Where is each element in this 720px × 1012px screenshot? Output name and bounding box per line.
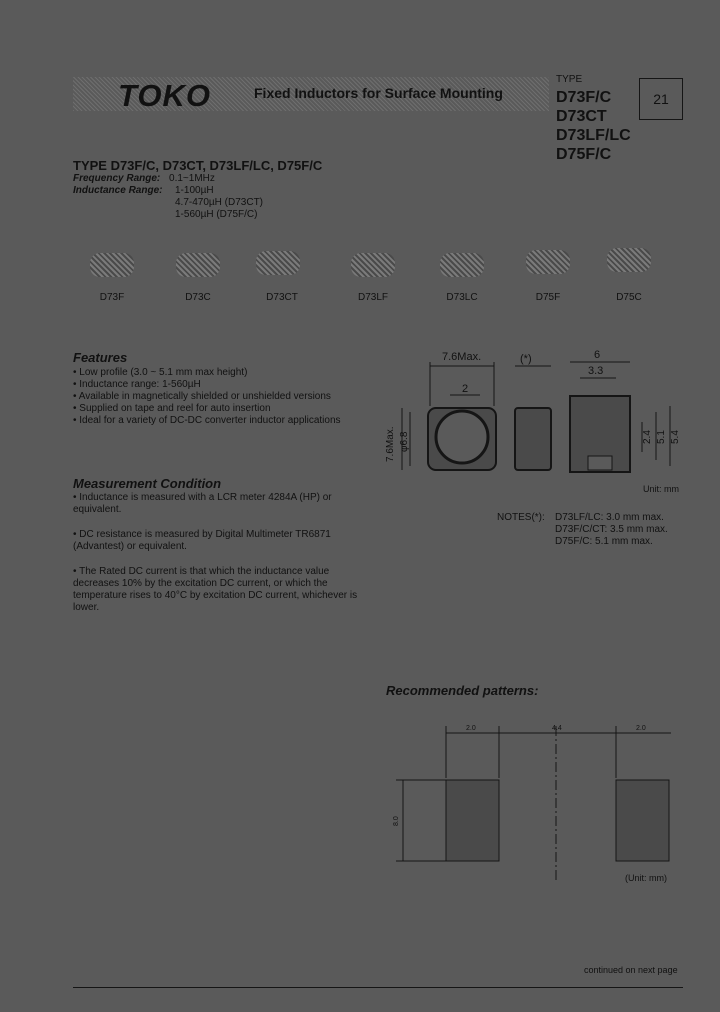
pattern-dim-height: 8.0 bbox=[393, 816, 400, 826]
feature-item: • Ideal for a variety of DC-DC converter inductor applications bbox=[73, 415, 373, 427]
features-title: Features bbox=[73, 350, 128, 365]
footer-rule bbox=[73, 987, 683, 988]
part-image-d73c bbox=[176, 253, 220, 277]
top-view-core bbox=[436, 411, 488, 463]
frequency-value: 0.1~1MHz bbox=[169, 173, 215, 184]
type-model: D73LF/LC bbox=[556, 127, 631, 144]
inductance-value: 4.7-470µH (D73CT) bbox=[175, 197, 264, 208]
width-label: 7.6Max. bbox=[442, 351, 482, 363]
dimension-drawing bbox=[380, 340, 690, 480]
type-label: TYPE bbox=[556, 74, 583, 85]
header-title: Fixed Inductors for Surface Mounting bbox=[254, 85, 503, 101]
measurement-item: • DC resistance is measured by Digital Multimeter TR6871 (Advantest) or equivalent. bbox=[73, 529, 331, 552]
height-label: 7.6Max. bbox=[385, 426, 396, 462]
pattern-drawing bbox=[386, 718, 686, 888]
patterns-title: Recommended patterns: bbox=[386, 683, 539, 698]
frequency-label: Frequency Range: bbox=[73, 173, 161, 184]
pin-label: 2 bbox=[462, 383, 469, 395]
measurement-item: • The Rated DC current is that which the inductance value decreases 10% by the excitation DC current, or which the temperature rises to 40°C by excitation DC current, whichever is lower. bbox=[73, 566, 358, 613]
notes-lines bbox=[555, 512, 668, 548]
feature-item: • Low profile (3.0 ~ 5.1 mm max height) bbox=[73, 367, 373, 379]
part-image-d75c bbox=[607, 248, 651, 272]
part-label: D75C bbox=[616, 292, 642, 303]
brand-logo: TOKO bbox=[118, 78, 211, 113]
part-label: D73LC bbox=[446, 292, 478, 303]
part-image-d73f bbox=[90, 253, 134, 277]
part-image-d73ct bbox=[256, 251, 300, 275]
pattern-dim-mid: 4.4 bbox=[552, 725, 562, 732]
pattern-dim-right: 2.0 bbox=[636, 725, 646, 732]
dimension-unit: Unit: mm bbox=[643, 484, 679, 494]
measurement-text: DC resistance is measured by Digital Multimeter TR6871 (Advantest) or equivalent. bbox=[73, 529, 331, 552]
feature-item: • Inductance range: 1-560µH bbox=[73, 379, 373, 391]
side-h1-label: 2.4 bbox=[642, 430, 653, 444]
note-line: D73F/C/CT: 3.5 mm max. bbox=[555, 524, 668, 535]
note-line: D75F/C: 5.1 mm max. bbox=[555, 536, 653, 547]
type-model: D75F/C bbox=[556, 146, 612, 163]
pattern-pad-left bbox=[446, 780, 499, 861]
measurement-title: Measurement Condition bbox=[73, 476, 222, 491]
bottom-view-pad bbox=[588, 456, 612, 470]
frequency-row bbox=[73, 173, 215, 184]
features-list bbox=[73, 367, 373, 427]
main-title: TYPE D73F/C, D73CT, D73LF/LC, D75F/C bbox=[73, 158, 323, 173]
side-inner-label: 3.3 bbox=[588, 365, 604, 377]
patterns-unit: (Unit: mm) bbox=[625, 873, 667, 883]
note-line: D73LF/LC: 3.0 mm max. bbox=[555, 512, 664, 523]
inductance-row bbox=[73, 185, 162, 196]
type-models bbox=[556, 88, 631, 164]
side-h3-label: 5.4 bbox=[670, 430, 681, 444]
side-width-label: 6 bbox=[594, 349, 601, 361]
pattern-pad-right bbox=[616, 780, 669, 861]
inductance-value: 1-100µH bbox=[175, 185, 214, 196]
type-model: D73CT bbox=[556, 108, 607, 125]
page-number: 21 bbox=[639, 78, 683, 120]
measurement-item: • Inductance is measured with a LCR meter 4284A (HP) or equivalent. bbox=[73, 492, 332, 515]
inductance-value: 1-560µH (D75F/C) bbox=[175, 209, 258, 220]
type-model: D73F/C bbox=[556, 89, 612, 106]
part-label: D73C bbox=[185, 292, 211, 303]
feature-item: • Supplied on tape and reel for auto insertion bbox=[73, 403, 373, 415]
inductance-values bbox=[175, 185, 263, 221]
inductance-label: Inductance Range: bbox=[73, 185, 163, 196]
part-label: D73LF bbox=[357, 292, 388, 303]
measurement-text: The Rated DC current is that which the inductance value decreases 10% by the excitation DC current, or which the temperature rises to 40°C by excitation DC current, whichever is lower. bbox=[73, 566, 358, 613]
part-image-d73lf bbox=[351, 253, 395, 277]
part-image-d75f bbox=[526, 250, 570, 274]
part-label: D75F bbox=[535, 292, 561, 303]
continued-note: continued on next page bbox=[584, 965, 678, 975]
notes-prefix: NOTES(*): bbox=[497, 512, 545, 523]
side-view-body bbox=[515, 408, 551, 470]
measurement-text: Inductance is measured with a LCR meter 4284A (HP) or equivalent. bbox=[73, 492, 332, 515]
part-label: D73CT bbox=[266, 292, 298, 303]
dia-label: φ6.8 bbox=[399, 431, 410, 452]
part-label: D73F bbox=[99, 292, 125, 303]
part-image-d73lc bbox=[440, 253, 484, 277]
side-h2-label: 5.1 bbox=[656, 430, 667, 444]
feature-item: • Available in magnetically shielded or unshielded versions bbox=[73, 391, 373, 403]
pattern-dim-left: 2.0 bbox=[466, 725, 476, 732]
star-label: (*) bbox=[520, 353, 532, 365]
